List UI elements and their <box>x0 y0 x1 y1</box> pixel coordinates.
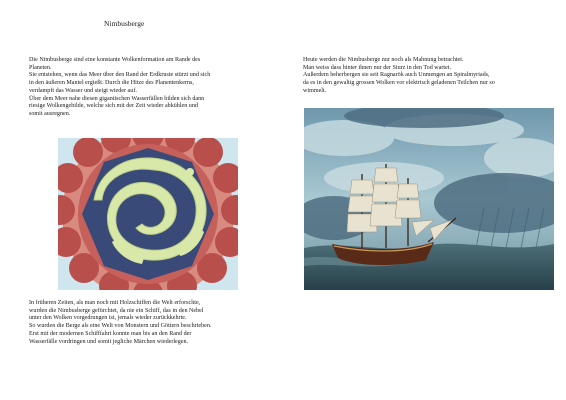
history-paragraph: In früheren Zeiten, als man noch mit Holzschiffen die Welt erforschte, wurden die Nimbusberge gefürchtet, da nie ein Schiff, das in den Nebel unter den Wolken vorgedrungen ist, jemals wieder zurückkehrte. So wurden die Berge als eine Welt von Monstern und Göttern beschrieben. Erst mit der modernen Schifffahrt konnte man bis an den Rand der Wasserfälle vordringen und somit jegliche Märchen wiederlegen. <box>29 300 212 345</box>
sailing-ship-storm-painting <box>304 108 554 290</box>
present-paragraph: Heute werden die Nimbusberge nur noch als Mahnung betrachtet. Man weiss dass hinter ihnen nur der Sturz in den Tod wartet. Außerdem beherbergen sie seit Ragnarök auch Unmengen an Spiralmyriads, da es in den gewaltig grossen Wolken vor elektrisch geladenen Teilchen nur so wimmelt. <box>303 57 495 94</box>
page-title: Nimbusberge <box>104 19 145 28</box>
spiral-continent-map <box>58 138 238 290</box>
intro-paragraph: Die Nimbusberge sind eine konstante Wolkenformation am Rande des Planeten. Sie entstehen, wenn das Meer über den Rand der Erdkruste stürzt und sich in den äußeren Mantel ergießt. Durch die Hitze des Planentenkerns, verdampft das Wasser und steigt wieder auf. Über dem Meer nahe diesen gigantischen Wasserfällen bilden sich dann riesige Wolkengebilde, welche sich mit der Zeit wieder abkühlen und somit ausregnen. <box>29 57 211 117</box>
